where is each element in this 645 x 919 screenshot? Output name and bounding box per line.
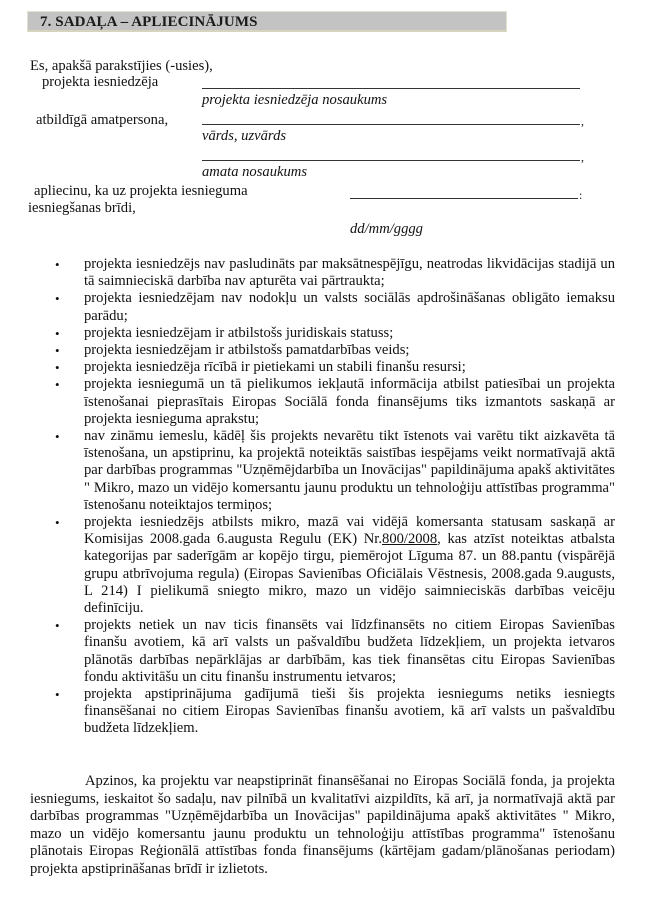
closing-paragraph: Apzinos, ka projektu var neapstiprināt finansēšanai no Eiropas Sociālā fonda, ja projekta iesniegums, ieskaitot šo sadaļu, nav pilnībā un kvalitatīvi aizpildīts, kā arī, ja normatīvajā aktā par darbības programmas "Uzņēmējdarbība un Inovācijas" papildinājuma apakš aktivitātes " Mikro, mazo un vidējo komersantu jaunu produktu un tehnoloģiju attīstības programma" īstenošanu plānotais Eiropas Reģionālā attīstības fonda finansējums (kārtējam gadam/plānošanas periodam) projekta apstiprināšanas brīdī ir izlietots. (30, 773, 615, 877)
bullet-icon: • (55, 515, 60, 531)
regulation-link[interactable]: 800/2008 (382, 531, 438, 548)
bullet-icon: • (55, 377, 60, 393)
bullet-icon: • (55, 687, 60, 703)
declaration-item: • projekta iesniedzējam nav nodokļu un valsts sociālās apdrošināšanas obligāto iemaksu parādu; (55, 290, 615, 324)
declaration-item: • nav zināmu iemeslu, kādēļ šis projekts nevarētu tikt īstenots vai varētu tikt aizkavēta tā īstenošana, un apstiprinu, ka projektā noteiktās saistības iespējams veikt normatīvajā aktā par darbības programmas "Uzņēmējdarbība un Inovācijas" papildinājuma apakš aktivitātes " Mikro, mazo un vidējo komersantu jaunu produktu un tehnoloģiju attīstības programma" īstenošanu noteiktajos termiņos; (55, 428, 615, 513)
declaration-item: • projekts netiek un nav ticis finansēts vai līdzfinansēts no citiem Eiropas Savienības finanšu avotiem, kā arī valsts un pašvaldību budžeta līdzekļiem, un projekta ietvaros plānotās darbības nepārklājas ar darbībām, kas tiek finansētas citu Eiropas Savienības fondu aktivitāšu un citu finanšu instrumentu ietvaros; (55, 617, 615, 685)
declaration-item: • projekta iesniedzējam ir atbilstošs pamatdarbības veids; (55, 342, 410, 359)
declaration-item: • projekta apstiprinājuma gadījumā tieši šis projekta iesniegums netiks iesniegts finansēšanai no citiem Eiropas Savienības finanšu avotiem, kā arī valsts un pašvaldību budžeta līdzekļiem. (55, 686, 615, 737)
declaration-item: • projekta iesniedzēja rīcībā ir pietiekami un stabili finanšu resursi; (55, 359, 466, 376)
applicant-name-caption: projekta iesniedzēja nosaukums (202, 92, 388, 108)
bullet-icon: • (55, 429, 60, 445)
colon-after-date: : (579, 188, 583, 202)
applicant-name-field[interactable] (202, 88, 580, 89)
bullet-icon: • (55, 257, 60, 272)
intro-text: Es, apakšā parakstījies (-usies), (30, 58, 213, 74)
position-title-caption: amata nosaukums (202, 164, 307, 180)
confirm-label-line1: apliecinu, ka uz projekta iesnieguma (34, 183, 248, 199)
submission-date-field[interactable] (350, 198, 578, 199)
comma-after-position: , (581, 150, 584, 164)
comma-after-name: , (581, 114, 584, 128)
date-format-caption: dd/mm/gggg (350, 221, 423, 237)
declaration-item: • projekta iesniegumā un tā pielikumos iekļautā informācija atbilst patiesībai un projekta īstenošanai pieprasītais Eiropas Sociālā fonda finansējums tiks izmantots saskaņā ar projekta iesnieguma aprakstu; (55, 376, 615, 427)
bullet-icon: • (55, 325, 60, 341)
bullet-icon: • (55, 343, 60, 359)
declaration-item: • projekta iesniedzējam ir atbilstošs juridiskais statuss; (55, 324, 394, 341)
position-title-field[interactable] (202, 160, 580, 161)
applicant-label: projekta iesniedzēja (42, 74, 159, 90)
bullet-icon: • (55, 291, 60, 307)
official-name-field[interactable] (202, 124, 580, 125)
confirm-label-line2: iesniegšanas brīdi, (28, 200, 136, 216)
declaration-item: • projekta iesniedzējs atbilsts mikro, mazā vai vidējā komersanta statusam saskaņā ar Komisijas 2008.gada 6.augusta Regulu (EK) Nr.800/2008, kas atzīst noteiktas atbalsta kategorijas par saderīgām ar kopējo tirgu, piemērojot Līguma 87. un 88.pantu (vispārējā grupu atbrīvojuma regula) (Eiropas Savienības Oficiālais Vēstnesis, 2008.gada 9.augusts, L 214) I pielikumā sniegto mikro, mazo un vidējo saimnieciskās darbības veicēju definīciju. (55, 514, 615, 617)
declaration-item: • projekta iesniedzējs nav pasludināts par maksātnespējīgu, neatrodas likvidācijas stadijā un tā saimnieciskā darbība nav apturēta vai pārtraukta; (55, 256, 615, 290)
section-title: 7. SADAĻA – APLIECINĀJUMS (40, 14, 258, 30)
official-name-caption: vārds, uzvārds (202, 128, 287, 144)
section-header (27, 11, 507, 32)
bullet-icon: • (55, 618, 60, 634)
official-label: atbildīgā amatpersona, (36, 112, 169, 128)
bullet-icon: • (55, 360, 60, 376)
declaration-list (55, 256, 615, 738)
